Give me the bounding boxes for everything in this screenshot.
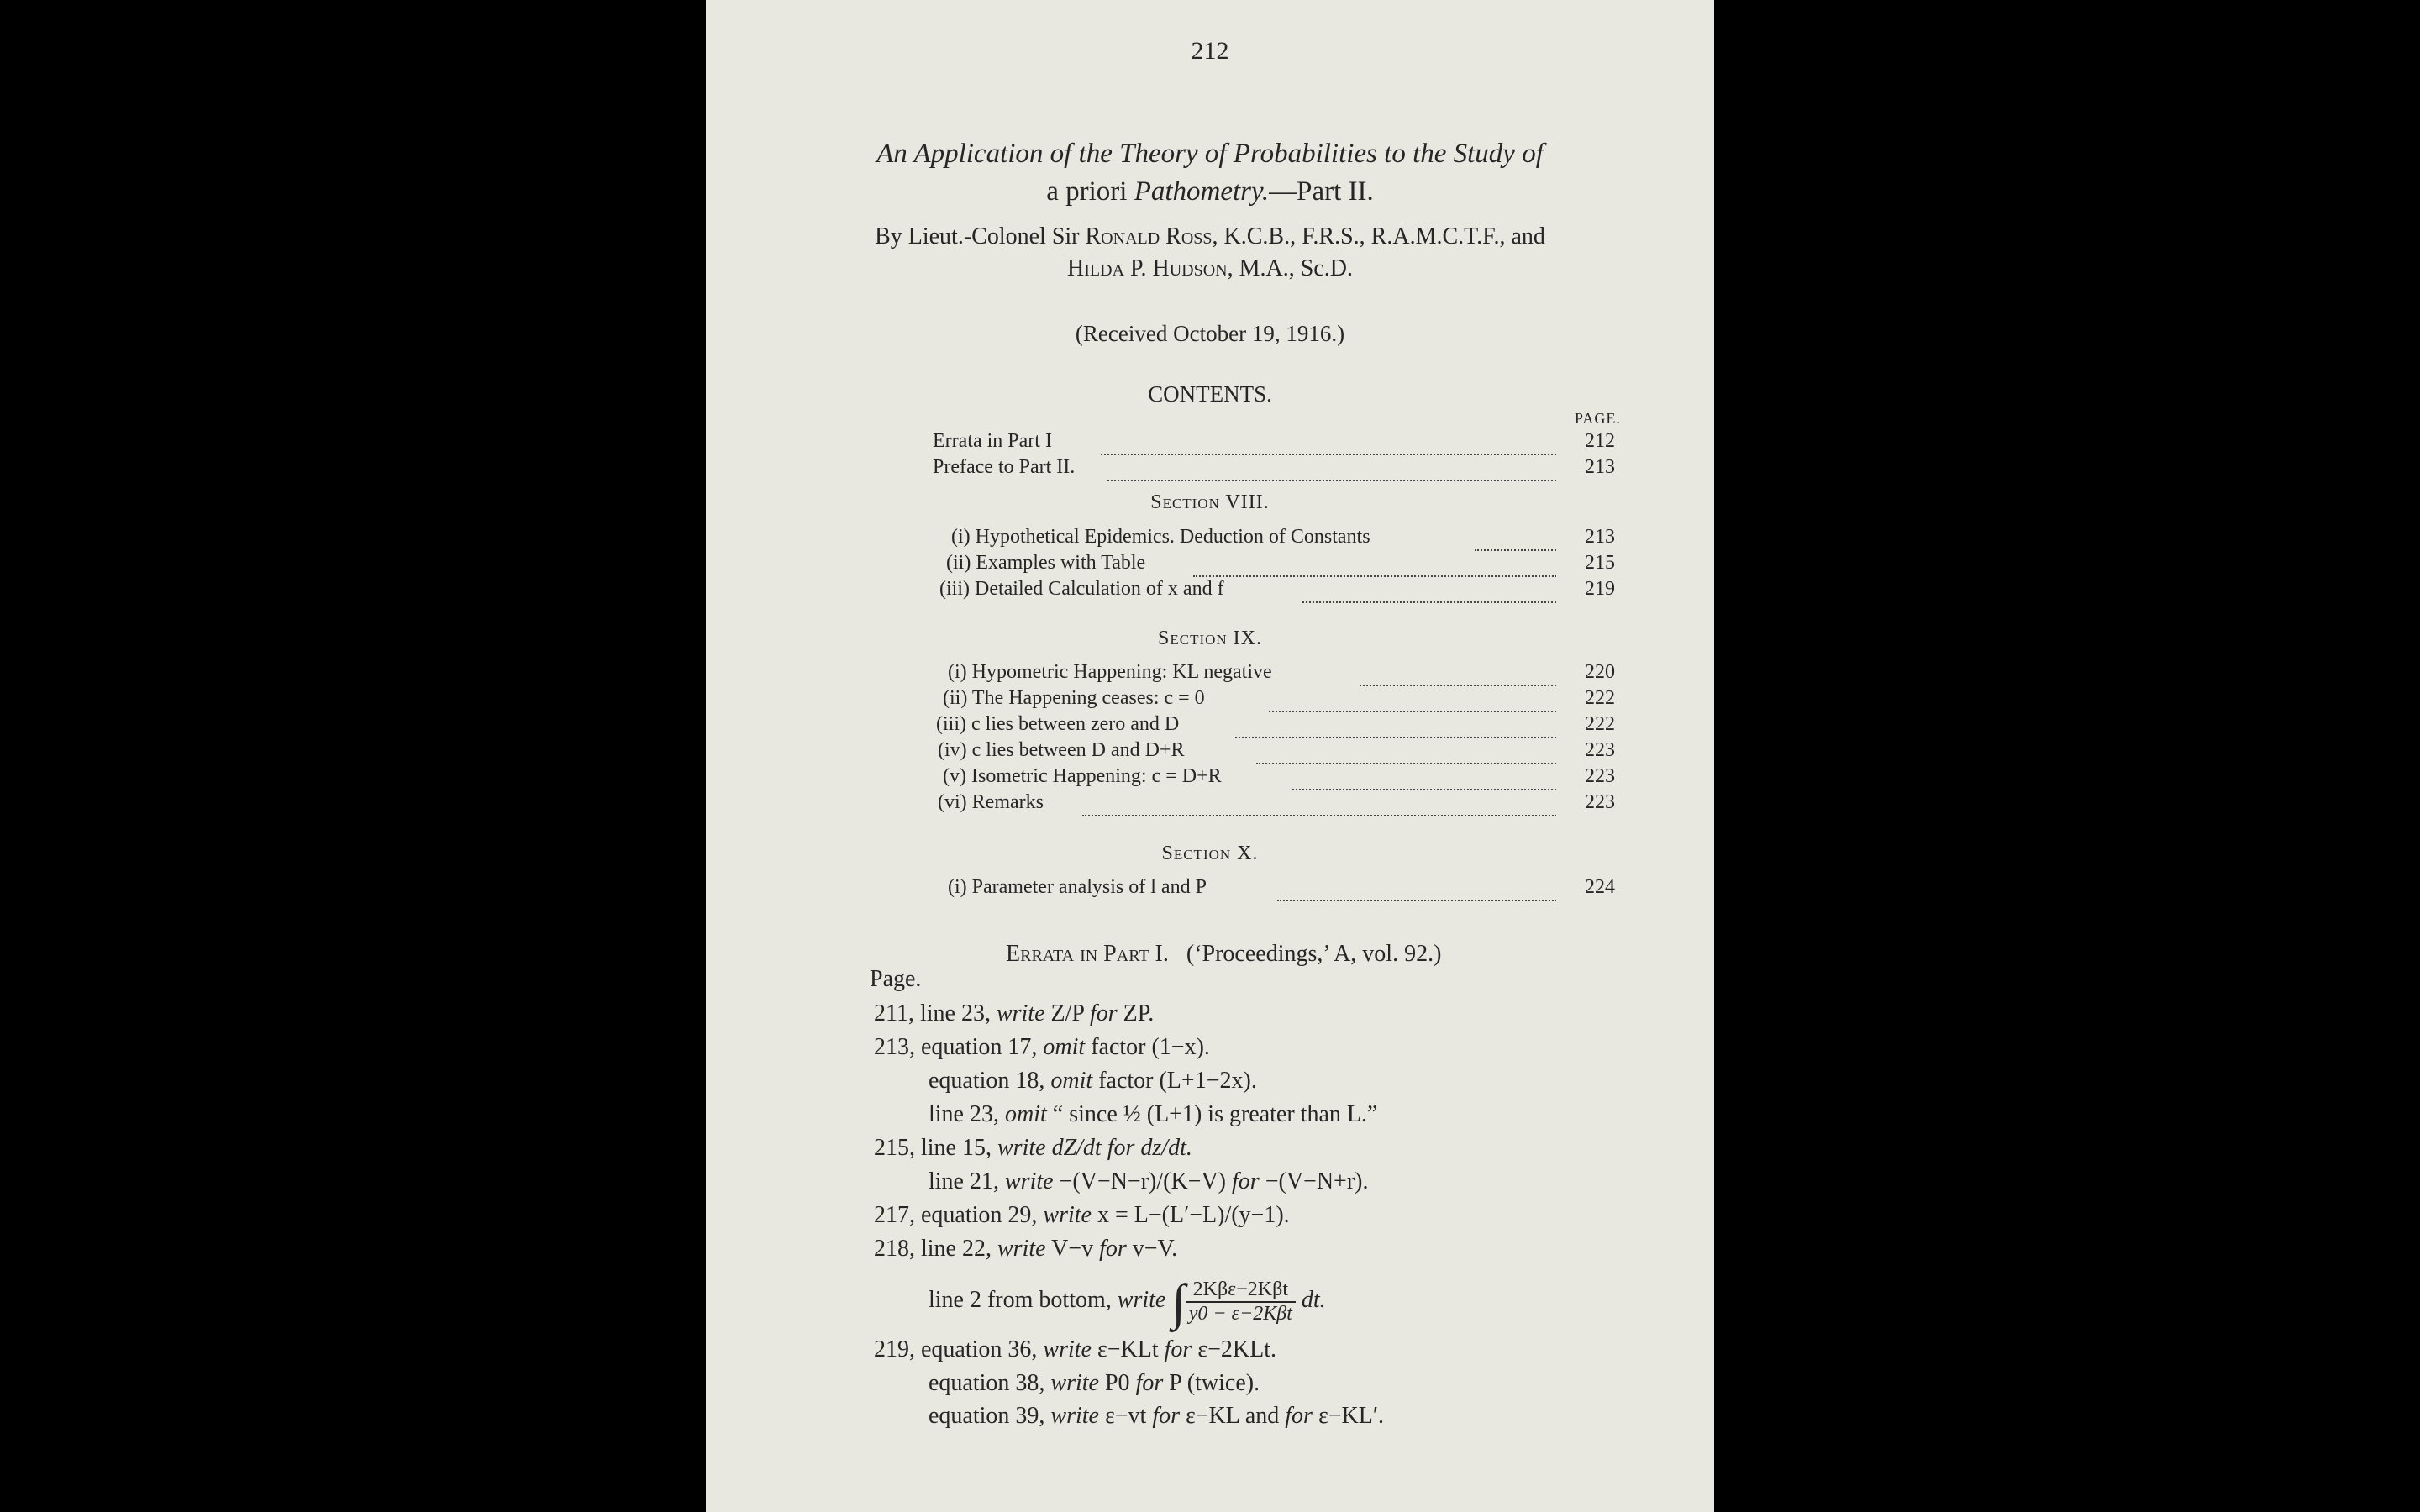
toc-item-page: 223 xyxy=(1585,791,1615,813)
errata-entry xyxy=(929,1403,1384,1430)
toc-item-page: 213 xyxy=(1585,526,1615,548)
errata-for: for xyxy=(1107,1135,1135,1161)
toc-item-text: Hypometric Happening: KL negative xyxy=(971,661,1272,683)
toc-item-label: (ii) xyxy=(943,687,968,709)
errata-for: for xyxy=(1152,1403,1180,1429)
errata-verb: write xyxy=(1050,1403,1099,1429)
errata-entry xyxy=(874,1000,1154,1027)
errata-for: for xyxy=(1135,1370,1164,1396)
toc-item-label: (v) xyxy=(943,765,966,787)
errata-for: for xyxy=(1164,1336,1192,1362)
toc-leader-dots xyxy=(1256,739,1556,764)
toc-leader-dots xyxy=(1107,456,1556,481)
errata-entry xyxy=(874,1336,1276,1363)
scanned-page xyxy=(706,0,1714,1512)
toc-item xyxy=(933,791,1615,818)
title-pathometry: Pathometry. xyxy=(1134,176,1270,207)
errata-lead: line 2 from bottom, xyxy=(929,1287,1112,1313)
errata-verb: write xyxy=(1117,1287,1166,1313)
toc-item-page: 213 xyxy=(1585,456,1615,478)
toc-item-text: c lies between D and D+R xyxy=(971,739,1185,761)
errata-correction: Z/P xyxy=(1050,1000,1084,1026)
errata-verb: write xyxy=(997,1236,1046,1262)
toc-item-label: (i) xyxy=(951,526,971,548)
toc-item xyxy=(933,430,1615,457)
errata-verb: omit xyxy=(1005,1101,1047,1127)
errata-original: ε−2KLt. xyxy=(1197,1336,1276,1362)
toc-item xyxy=(933,687,1615,714)
toc-item-page: 224 xyxy=(1585,876,1615,898)
toc-item-page: 220 xyxy=(1585,661,1615,683)
errata-original: dz/dt. xyxy=(1140,1135,1192,1161)
errata-entry xyxy=(929,1101,1377,1128)
toc-item xyxy=(933,765,1615,792)
errata-original: ε−KL xyxy=(1186,1403,1239,1429)
errata-entry xyxy=(929,1068,1257,1095)
toc-leader-dots xyxy=(1475,526,1556,551)
errata-correction: −(V−N−r)/(K−V) xyxy=(1059,1168,1227,1194)
errata-heading xyxy=(1006,941,1441,968)
errata-verb: write xyxy=(996,1000,1045,1026)
toc-leader-dots xyxy=(1193,552,1556,577)
article-title-line-2 xyxy=(706,176,1714,207)
errata-lead: equation 18, xyxy=(929,1068,1045,1094)
errata-verb: write xyxy=(997,1135,1046,1161)
toc-leader-dots xyxy=(1235,713,1556,738)
page-number: 212 xyxy=(1191,37,1229,65)
author-ross: Ronald Ross xyxy=(1085,223,1213,249)
toc-item xyxy=(933,739,1615,766)
toc-item-text: Detailed Calculation of x and f xyxy=(975,578,1224,600)
toc-item-text: Parameter analysis of l and P xyxy=(971,876,1207,898)
section-heading: Section IX. xyxy=(1158,627,1262,649)
errata-lead: 217, equation 29, xyxy=(874,1202,1038,1228)
toc-leader-dots xyxy=(1277,876,1556,901)
errata-entry xyxy=(874,1034,1210,1061)
toc-item xyxy=(933,713,1615,740)
errata-lead: equation 38, xyxy=(929,1370,1045,1396)
toc-item xyxy=(933,578,1615,605)
toc-leader-dots xyxy=(1082,791,1556,816)
toc-item-text: c lies between zero and D xyxy=(971,713,1180,735)
errata-entry xyxy=(929,1270,1326,1331)
toc-item-label: (iii) xyxy=(936,713,966,735)
integral-denominator: y0 − ε−2Kβt xyxy=(1188,1302,1292,1325)
toc-item-text: Examples with Table xyxy=(976,552,1146,574)
errata-original: ε−KL′. xyxy=(1318,1403,1384,1429)
received-date: (Received October 19, 1916.) xyxy=(1075,321,1345,346)
errata-heading-title: Errata in Part I. xyxy=(1006,941,1169,967)
toc-item-label: (ii) xyxy=(946,552,971,574)
errata-verb: write xyxy=(1005,1168,1054,1194)
toc-item-text: Errata in Part I xyxy=(933,430,1052,452)
toc-item-page: 223 xyxy=(1585,739,1615,761)
errata-and: and xyxy=(1244,1403,1280,1429)
errata-correction: dZ/dt xyxy=(1051,1135,1102,1161)
toc-item xyxy=(933,552,1615,579)
errata-correction: V−v xyxy=(1051,1236,1094,1262)
errata-for: for xyxy=(1099,1236,1127,1262)
toc-item-label: (i) xyxy=(948,876,967,898)
toc-leader-dots xyxy=(1269,687,1556,712)
toc-item-page: 223 xyxy=(1585,765,1615,787)
errata-correction: x = L−(L′−L)/(y−1). xyxy=(1097,1202,1290,1228)
author-prefix: By Lieut.-Colonel Sir xyxy=(875,223,1080,249)
toc-item-text: Remarks xyxy=(971,791,1044,813)
integral-sign-icon: ∫ xyxy=(1171,1273,1186,1330)
errata-lead: equation 39, xyxy=(929,1403,1045,1429)
errata-for: for xyxy=(1089,1000,1118,1026)
toc-leader-dots xyxy=(1101,430,1556,455)
errata-for: for xyxy=(1285,1403,1313,1429)
toc-item xyxy=(933,526,1615,553)
toc-item-text: Preface to Part II. xyxy=(933,456,1076,478)
errata-lead: 211, line 23, xyxy=(874,1000,991,1026)
errata-verb: write xyxy=(1050,1370,1099,1396)
article-title-text: An Application of the Theory of Probabilities to the Study of xyxy=(876,139,1544,169)
errata-lead: 213, equation 17, xyxy=(874,1034,1038,1060)
article-title-line-1 xyxy=(706,139,1714,170)
errata-correction: factor (L+1−2x). xyxy=(1098,1068,1257,1094)
errata-original: P (twice). xyxy=(1169,1370,1260,1396)
section-heading: Section VIII. xyxy=(1150,491,1270,513)
toc-item xyxy=(933,661,1615,688)
errata-correction: “ since ½ (L+1) is greater than L.” xyxy=(1052,1101,1378,1127)
integral-differential: dt. xyxy=(1301,1287,1326,1313)
errata-original: −(V−N+r). xyxy=(1265,1168,1369,1194)
contents-heading: CONTENTS. xyxy=(1148,381,1272,407)
authors-line-1 xyxy=(706,223,1714,250)
section-heading: Section X. xyxy=(1161,843,1259,864)
toc-item xyxy=(933,456,1615,483)
toc-item-page: 222 xyxy=(1585,687,1615,709)
errata-entry xyxy=(929,1370,1260,1397)
author-ross-credentials: , K.C.B., F.R.S., R.A.M.C.T.F., and xyxy=(1212,223,1545,249)
errata-lead: line 23, xyxy=(929,1101,999,1127)
toc-item-page: 212 xyxy=(1585,430,1615,452)
toc-item-page: 215 xyxy=(1585,552,1615,574)
errata-correction: ε−vt xyxy=(1104,1403,1147,1429)
author-hudson: Hilda P. Hudson xyxy=(1067,255,1228,281)
toc-item-label: (vi) xyxy=(938,791,967,813)
errata-correction: ε−KLt xyxy=(1097,1336,1159,1362)
integral-fraction xyxy=(1186,1278,1296,1325)
errata-lead: 219, equation 36, xyxy=(874,1336,1038,1362)
errata-verb: write xyxy=(1043,1202,1092,1228)
errata-entry xyxy=(929,1168,1369,1195)
errata-original: v−V. xyxy=(1132,1236,1178,1262)
toc-item-text: The Happening ceases: c = 0 xyxy=(971,687,1205,709)
errata-lead: 218, line 22, xyxy=(874,1236,992,1262)
errata-for: for xyxy=(1232,1168,1260,1194)
errata-verb: omit xyxy=(1050,1068,1093,1094)
errata-entry xyxy=(874,1202,1290,1229)
contents-page-column-label: PAGE. xyxy=(1575,410,1621,427)
toc-item-page: 219 xyxy=(1585,578,1615,600)
errata-verb: omit xyxy=(1043,1034,1086,1060)
toc-item-text: Isometric Happening: c = D+R xyxy=(971,765,1222,787)
title-a-priori: a priori xyxy=(1046,176,1128,207)
toc-leader-dots xyxy=(1292,765,1556,790)
errata-entry xyxy=(874,1236,1177,1263)
errata-original: ZP. xyxy=(1123,1000,1155,1026)
errata-correction: factor (1−x). xyxy=(1091,1034,1210,1060)
errata-page-label: Page. xyxy=(870,966,922,992)
toc-leader-dots xyxy=(1302,578,1556,603)
toc-item-page: 222 xyxy=(1585,713,1615,735)
toc-item xyxy=(933,876,1615,903)
title-part: —Part II. xyxy=(1269,176,1374,207)
errata-verb: write xyxy=(1043,1336,1092,1362)
integral-numerator: 2Kβε−2Kβt xyxy=(1186,1278,1296,1302)
author-hudson-credentials: , M.A., Sc.D. xyxy=(1227,255,1353,281)
errata-correction: P0 xyxy=(1104,1370,1130,1396)
errata-lead: 215, line 15, xyxy=(874,1135,992,1161)
toc-item-label: (i) xyxy=(948,661,967,683)
toc-item-label: (iii) xyxy=(939,578,970,600)
toc-item-text: Hypothetical Epidemics. Deduction of Constants xyxy=(975,526,1370,548)
toc-item-label: (iv) xyxy=(938,739,967,761)
authors-line-2 xyxy=(706,255,1714,282)
errata-lead: line 21, xyxy=(929,1168,999,1194)
errata-entry xyxy=(874,1135,1192,1162)
errata-heading-source: (‘Proceedings,’ A, vol. 92.) xyxy=(1186,941,1442,967)
toc-leader-dots xyxy=(1360,661,1556,686)
